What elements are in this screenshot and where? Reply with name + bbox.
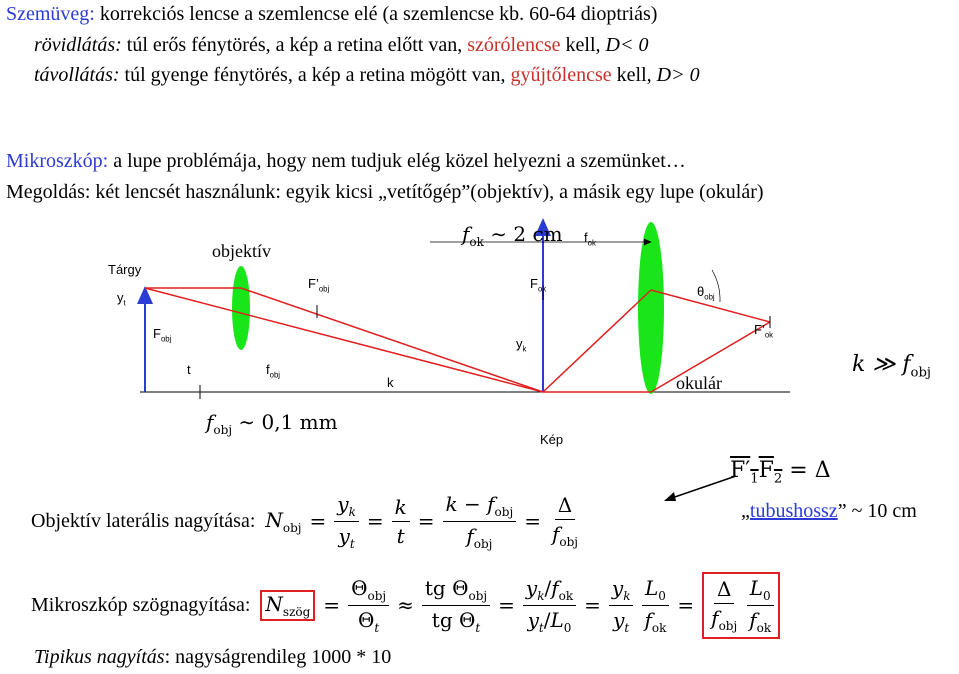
yk-label: $y_k$ [516,336,527,354]
arrow-to-delta [660,470,740,510]
eyeglasses-desc: korrekciós lencse a szemlencse elé (a szemlencse kb. 60-64 dioptriás) [94,3,658,25]
microscope-magnification-row [31,572,780,638]
eyeglasses-title: Szemüveg: [6,3,95,25]
objective-magnification-formula: $N_{obj}$ = $\frac{y_k}{y_t}$ = $\frac{k}{t}$ = $\frac{k - f_{obj}}{f_{obj}}$ = $\frac{\Delta}{f_{obj}}$ [265,491,578,551]
microscope-magnification-label: Mikroszkóp szögnagyítása: [31,593,251,616]
fobj-dist-label: $f_{obj}$ [266,362,281,380]
object-label: Tárgy [108,262,142,277]
microscope-desc: a lupe problémája, hogy nem tudjuk elég közel helyezni a szemünket… [108,150,686,172]
objective-magnification-label: Objektív laterális nagyítása: [31,509,256,532]
yt-label: $y_t$ [117,290,126,308]
myopia-kell: kell, [560,34,606,56]
fobj-focus-label: $F_{obj}$ [153,326,172,344]
hyperopia-kell: kell, [611,64,657,86]
myopia-label: rövidlátás: [34,34,122,56]
t-label: t [187,362,191,377]
ray-center [145,288,543,392]
hyperopia-d: D> 0 [656,64,700,86]
myopia-desc: túl erős fénytörés, a kép a retina előtt van, [121,34,468,56]
objective-magnification-row [31,488,581,554]
typical-label: Tipikus nagyítás [34,646,165,668]
hyperopia-label: távollátás: [34,64,120,86]
fok-dist-label: $f_{ok}$ [584,230,596,248]
fok-prime-label: $F’_{ok}$ [754,322,774,340]
fobj-approx: $f_{obj}$ ∼ 0,1 mm [206,410,338,437]
fok-approx: $f_{ok}$ ∼ 2 cm [462,222,563,249]
myopia-d: D< 0 [605,34,649,56]
typical-value: : nagyságrendileg 1000 * 10 [164,646,392,668]
fok-focus-label: $F_{ok}$ [530,276,547,294]
tube-length: „tubushossz” ~ 10 cm [741,500,917,522]
k-label: k [387,375,394,390]
microscope-magnification-formula: $N_{szög}$ = $\frac{\Theta_{obj}}{\Theta_t}$ ≈ $\frac{tg \Theta_{obj}}{tg \Theta_t}$ = $\frac{y_k/f_{ok}}{y_t/L_0}$ = $\frac{y_k}{y_t}$ $\frac{L_0}{f_{ok}}$ = $\frac{\Delta}{f_{obj}}$ $\frac{L_0}{f_{ok}}$ [260,572,780,639]
typical-magnification [34,646,391,669]
k-much-greater: k ≫ $f_{obj}$ [852,352,931,381]
theta-label: $\theta_{obj}$ [697,284,715,302]
objective-lens [232,266,250,350]
microscope-title: Mikroszkóp: [6,150,109,172]
f1f2-delta: $F'_1F_2 = \Delta$ [730,458,831,487]
converging-lens-word: gyűjtőlencse [510,64,612,86]
ray-to-eyepiece-1 [543,290,651,392]
image-label: Kép [540,432,564,447]
fobj-prime-label: $F’_{obj}$ [308,276,330,294]
objective-label: objektív [212,241,271,261]
eyepiece-label: okulár [676,373,722,393]
solution-line: Megoldás: két lencsét használunk: egyik kicsi „vetítőgép”(objektív), a másik egy lupe (okulár) [6,181,764,203]
tube-word: tubushossz [749,500,838,522]
eyepiece-lens [638,222,664,394]
diverging-lens-word: szórólencse [467,34,561,56]
hyperopia-desc: túl gyenge fénytörés, a kép a retina mögött van, [119,64,511,86]
